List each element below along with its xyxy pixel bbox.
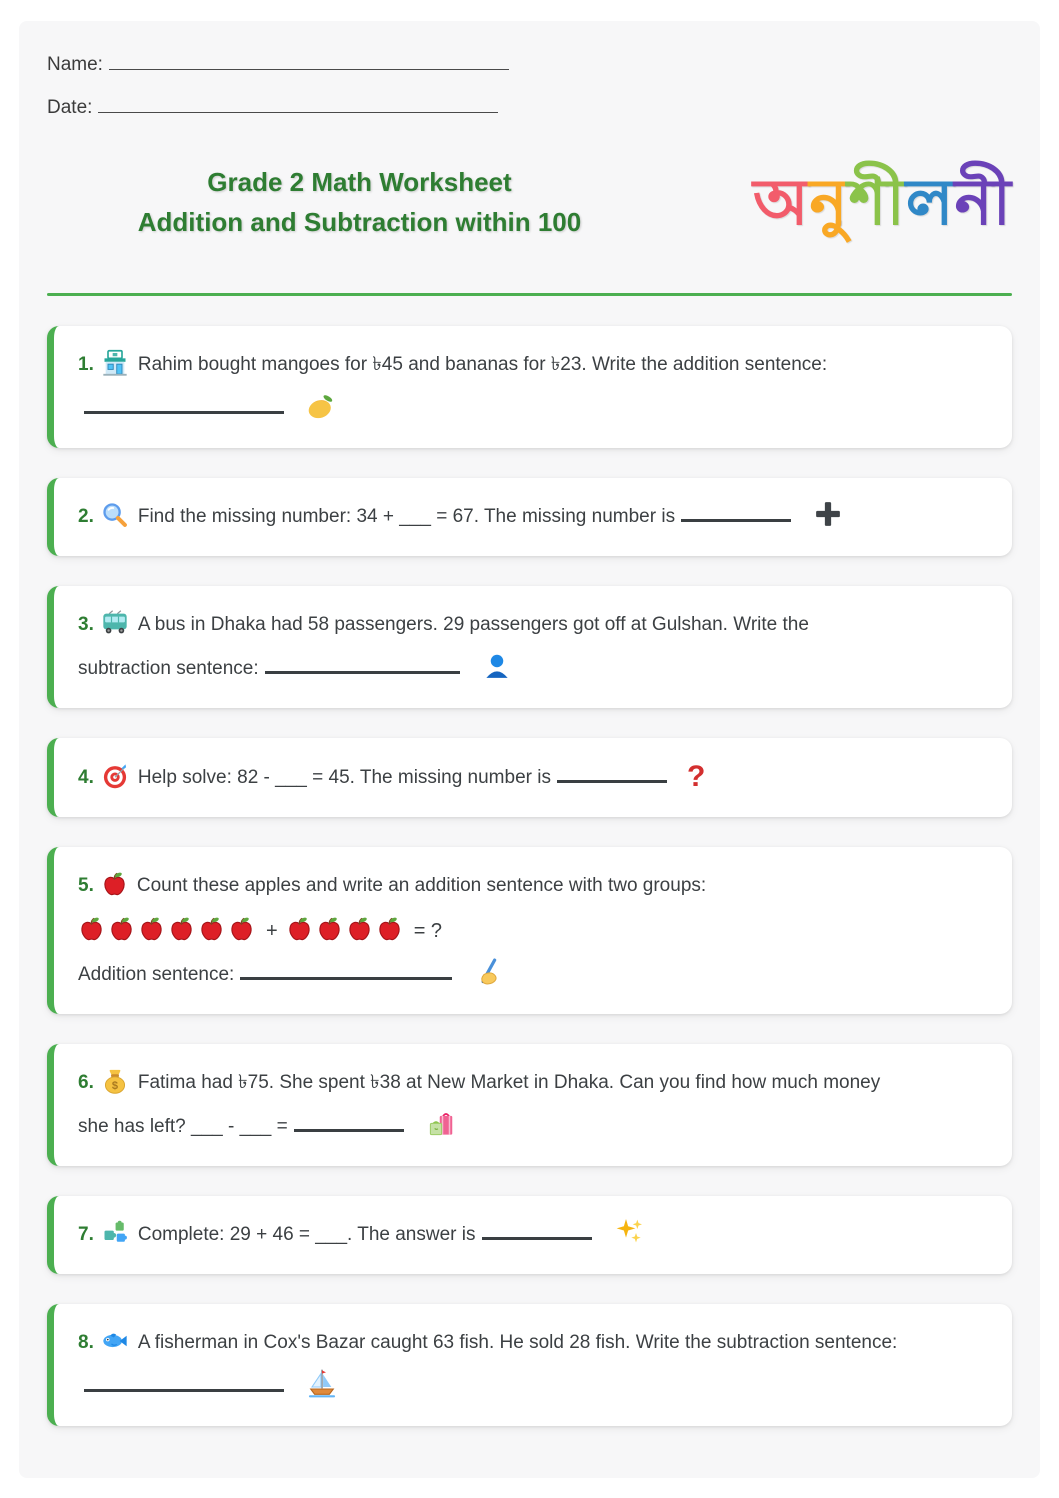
writing-hand-icon bbox=[474, 953, 504, 997]
question-text-2: subtraction sentence: bbox=[78, 658, 259, 679]
answer-blank bbox=[681, 504, 791, 522]
logo-segment: অ bbox=[752, 166, 810, 238]
question-text: Count these apples and write an addition sentence with two groups: bbox=[136, 875, 707, 896]
heavy-plus-icon bbox=[813, 495, 843, 539]
fish-icon bbox=[101, 1321, 129, 1365]
answer-line bbox=[78, 1365, 988, 1409]
question-line bbox=[78, 603, 988, 647]
plus-operator: + bbox=[266, 920, 278, 942]
equals-question: = ? bbox=[413, 920, 443, 942]
question-line bbox=[78, 343, 988, 387]
answer-blank bbox=[84, 396, 284, 414]
sailboat-icon bbox=[306, 1365, 338, 1409]
answer-line bbox=[78, 953, 988, 997]
header-divider bbox=[47, 293, 1012, 296]
anushiloni-logo bbox=[672, 147, 1012, 257]
svg-text:$: $ bbox=[111, 1080, 118, 1093]
question-card-3 bbox=[47, 586, 1012, 708]
apple-equation-row bbox=[78, 908, 988, 953]
name-label: Name: bbox=[47, 54, 103, 75]
logo-segment: নী bbox=[954, 166, 1012, 238]
target-icon bbox=[101, 756, 129, 800]
title-line-1: Grade 2 Math Worksheet bbox=[207, 167, 512, 197]
question-text: Help solve: 82 - ___ = 45. The missing number is bbox=[137, 767, 551, 788]
question-card-1 bbox=[47, 326, 1012, 448]
worksheet-paper bbox=[19, 21, 1040, 1478]
question-card-8 bbox=[47, 1304, 1012, 1426]
worksheet-header bbox=[47, 147, 1012, 257]
page-title bbox=[47, 162, 672, 242]
question-text-2: she has left? ___ - ___ = bbox=[78, 1116, 288, 1137]
answer-blank bbox=[557, 765, 667, 783]
name-row bbox=[47, 51, 1012, 78]
answer-line bbox=[78, 1105, 988, 1149]
question-card-6 bbox=[47, 1044, 1012, 1166]
apple-icon bbox=[101, 864, 128, 908]
title-line-2: Addition and Subtraction within 100 bbox=[137, 207, 582, 237]
question-text: Fatima had ৳75. She spent ৳38 at New Market in Dhaka. Can you find how much money bbox=[137, 1072, 881, 1093]
question-line bbox=[78, 1061, 988, 1105]
money-bag-icon bbox=[101, 1061, 129, 1105]
answer-blank bbox=[84, 1374, 284, 1392]
puzzle-piece-icon bbox=[101, 1213, 129, 1257]
magnifying-glass-icon bbox=[101, 495, 129, 539]
shopping-bags-icon bbox=[426, 1105, 456, 1149]
question-text: A bus in Dhaka had 58 passengers. 29 passengers got off at Gulshan. Write the bbox=[137, 614, 809, 635]
name-line bbox=[109, 51, 509, 70]
convenience-store-icon bbox=[101, 343, 129, 387]
question-text: Rahim bought mangoes for ৳45 and bananas for ৳23. Write the addition sentence: bbox=[137, 354, 828, 375]
question-number: 6. bbox=[78, 1072, 94, 1093]
red-question-mark-icon: ? bbox=[686, 760, 706, 793]
question-text: Complete: 29 + 46 = ___. The answer is bbox=[137, 1224, 476, 1245]
date-label: Date: bbox=[47, 97, 93, 118]
question-number: 1. bbox=[78, 354, 94, 375]
answer-blank bbox=[240, 962, 452, 980]
logo-segment: শী bbox=[848, 166, 906, 238]
question-text: Find the missing number: 34 + ___ = 67. The missing number is bbox=[137, 506, 676, 527]
question-number: 8. bbox=[78, 1332, 94, 1353]
logo-segment: নু bbox=[809, 166, 849, 238]
answer-blank bbox=[294, 1114, 404, 1132]
question-number: 2. bbox=[78, 506, 94, 527]
person-silhouette-icon bbox=[482, 647, 512, 691]
question-card-2 bbox=[47, 478, 1012, 556]
logo-segment: ল bbox=[905, 166, 955, 238]
sparkles-icon bbox=[614, 1213, 646, 1257]
question-number: 5. bbox=[78, 875, 94, 896]
mango-icon bbox=[306, 387, 336, 431]
question-card-7 bbox=[47, 1196, 1012, 1274]
answer-line bbox=[78, 647, 988, 691]
answer-blank bbox=[482, 1222, 592, 1240]
apple-group-1 bbox=[78, 917, 258, 942]
question-line bbox=[78, 1321, 988, 1365]
question-number: 3. bbox=[78, 614, 94, 635]
question-card-5 bbox=[47, 847, 1012, 1014]
question-card-4 bbox=[47, 738, 1012, 817]
bus-icon bbox=[101, 603, 129, 647]
question-text: A fisherman in Cox's Bazar caught 63 fish. He sold 28 fish. Write the subtraction sentence: bbox=[137, 1332, 898, 1353]
date-line bbox=[98, 94, 498, 113]
answer-blank bbox=[265, 656, 460, 674]
answer-label: Addition sentence: bbox=[78, 964, 235, 985]
question-number: 7. bbox=[78, 1224, 94, 1245]
question-line bbox=[78, 864, 988, 908]
answer-line bbox=[78, 387, 988, 431]
apple-group-2 bbox=[286, 917, 406, 942]
question-number: 4. bbox=[78, 767, 94, 788]
date-row bbox=[47, 94, 1012, 121]
